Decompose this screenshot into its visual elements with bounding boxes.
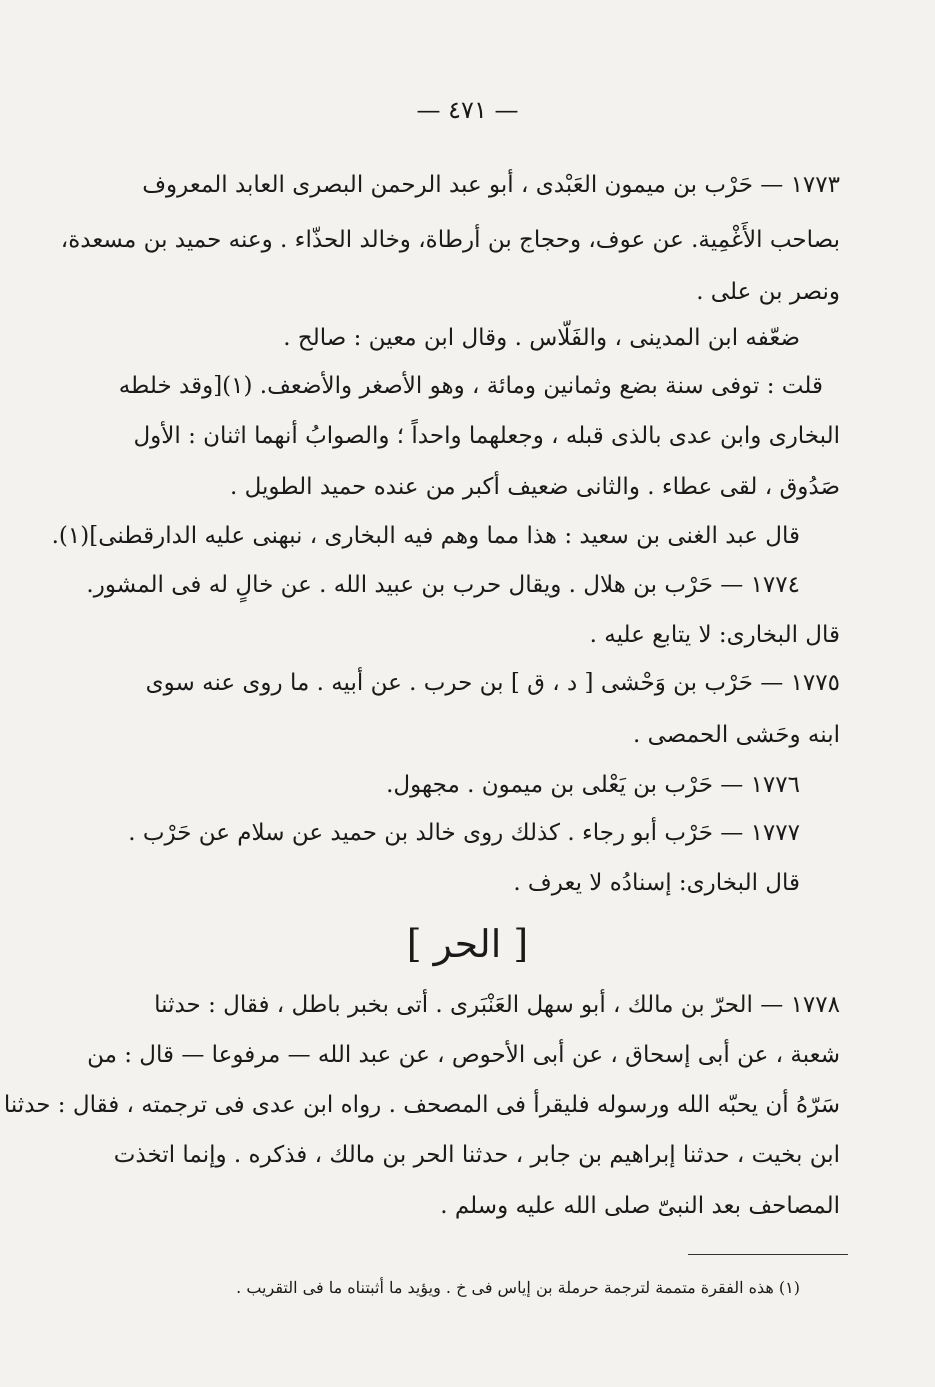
text-line: ١٧٧٧ — حَرْب أبو رجاء . كذلك روى خالد بن حميد عن سلام عن حَرْب .	[128, 820, 800, 846]
text-line: البخارى وابن عدى بالذى قبله ، وجعلهما واحداً ؛ والصوابُ أنهما اثنان : الأول	[133, 423, 840, 449]
text-line: ١٧٧٣ — حَرْب بن ميمون العَبْدى ، أبو عبد الرحمن البصرى العابد المعروف	[142, 172, 840, 198]
text-line: قال البخارى: إسنادُه لا يعرف .	[513, 870, 800, 896]
text-line: بصاحب الأَغْمِية. عن عوف، وحجاج بن أرطاة، وخالد الحذّاء . وعنه حميد بن مسعدة،	[60, 227, 840, 253]
text-line: المصاحف بعد النبىّ صلى الله عليه وسلم .	[440, 1193, 840, 1219]
text-line: ضعّفه ابن المدينى ، والفَلّاس . وقال ابن معين : صالح .	[283, 325, 800, 351]
text-line: ابنه وحَشى الحمصى .	[633, 722, 840, 748]
page-number: — ٤٧١ —	[416, 96, 519, 124]
text-line: شعبة ، عن أبى إسحاق ، عن أبى الأحوص ، عن عبد الله — مرفوعا — قال : من	[87, 1042, 840, 1068]
text-line: قلت : توفى سنة بضع وثمانين ومائة ، وهو الأصغر والأضعف. (١)[وقد خلطه	[118, 373, 823, 399]
text-line: سَرّهُ أن يحبّه الله ورسوله فليقرأ فى المصحف . رواه ابن عدى فى ترجمته ، فقال : حدثنا	[3, 1092, 840, 1118]
text-line: قال البخارى: لا يتابع عليه .	[589, 622, 840, 648]
text-line: قال عبد الغنى بن سعيد : هذا مما وهم فيه البخارى ، نبهنى عليه الدارقطنى](١).	[51, 523, 800, 549]
footnote: (١) هذه الفقرة متممة لترجمة حرملة بن إياس فى خ . ويؤيد ما أثبتناه ما فى التقريب .	[236, 1278, 800, 1297]
text-line: ١٧٧٤ — حَرْب بن هلال . ويقال حرب بن عبيد الله . عن خالٍ له فى المشور.	[86, 572, 800, 598]
section-heading: [ الحر ]	[406, 922, 529, 966]
text-line: ١٧٧٨ — الحرّ بن مالك ، أبو سهل العَنْبَرى . أتى بخبر باطل ، فقال : حدثنا	[154, 992, 840, 1018]
text-line: ابن بخيت ، حدثنا إبراهيم بن جابر ، حدثنا الحر بن مالك ، فذكره . وإنما اتخذت	[113, 1142, 840, 1168]
text-line: ١٧٧٦ — حَرْب بن يَعْلى بن ميمون . مجهول.	[386, 772, 800, 798]
footnote-rule	[688, 1254, 848, 1255]
text-line: صَدُوق ، لقى عطاء . والثانى ضعيف أكبر من عنده حميد الطويل .	[229, 474, 840, 500]
text-line: ١٧٧٥ — حَرْب بن وَحْشى [ د ، ق ] بن حرب . عن أبيه . ما روى عنه سوى	[145, 670, 840, 696]
text-line: ونصر بن على .	[696, 279, 840, 305]
